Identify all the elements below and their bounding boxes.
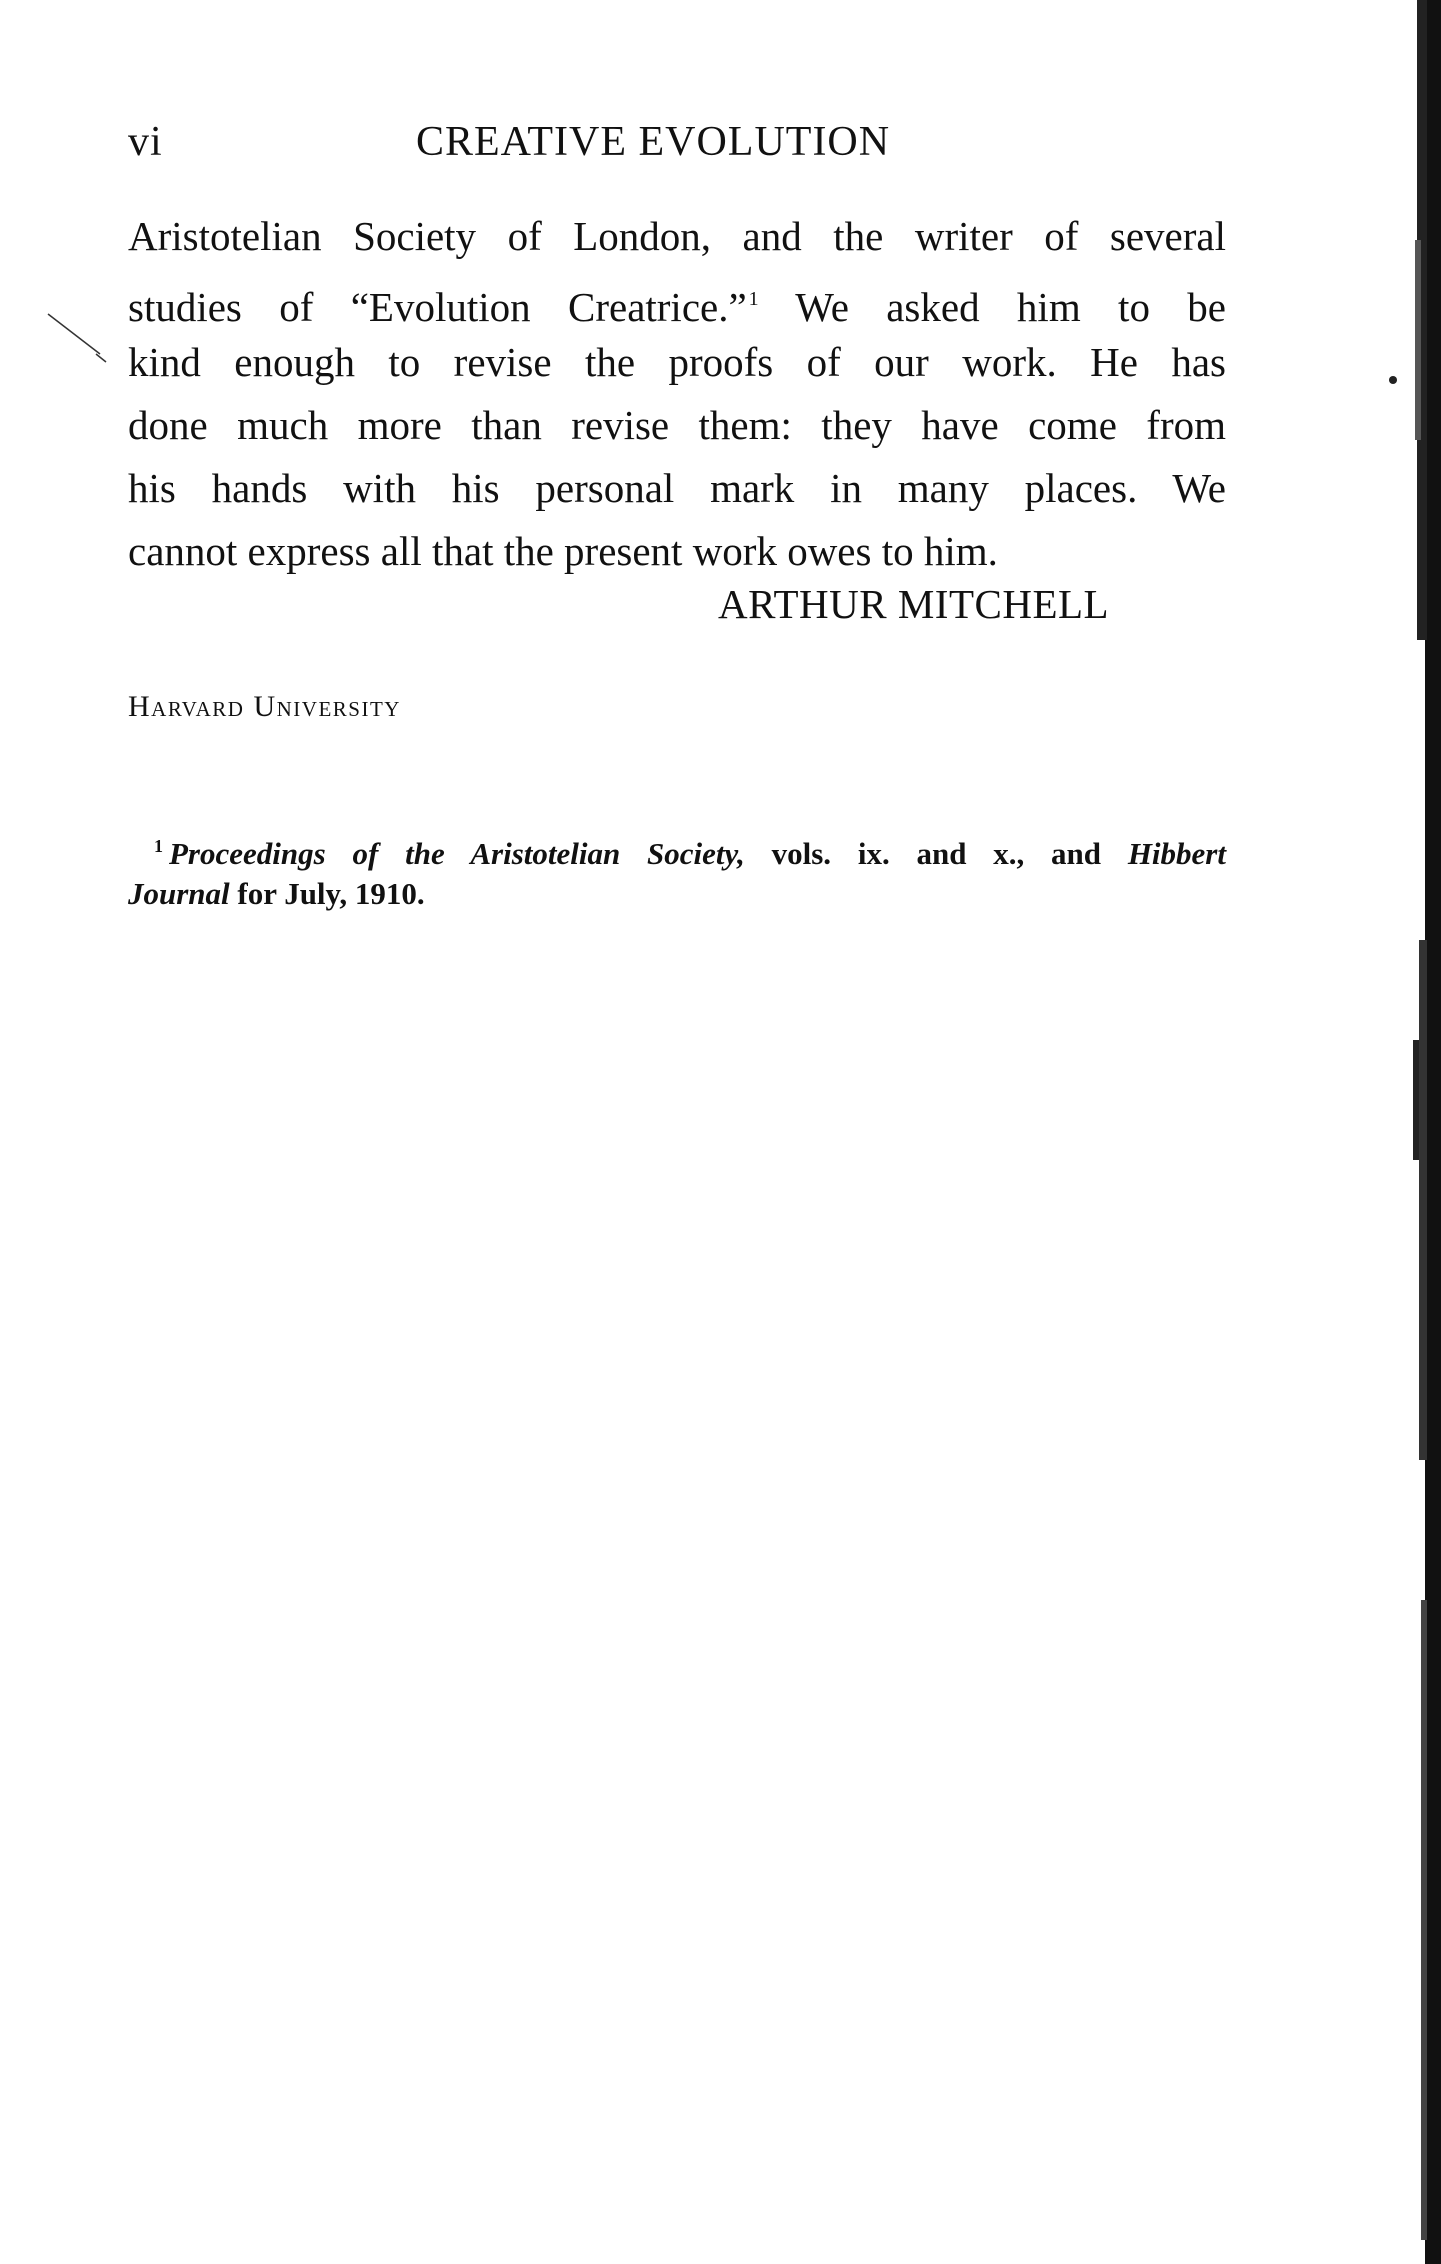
body-line: cannot express all that the present work owes to him. xyxy=(128,528,998,574)
running-head xyxy=(128,118,1228,168)
footnote-title: Hibbert xyxy=(1127,836,1226,871)
footnote-title: Journal xyxy=(128,876,230,911)
footnote-line xyxy=(128,826,1226,874)
binding-edge-decoration xyxy=(1381,0,1441,2264)
body-line xyxy=(128,268,1226,331)
footnote-marker: 1 xyxy=(154,836,163,856)
footnote-line xyxy=(128,874,1226,914)
body-line-text: studies of “Evolution Creatrice.” xyxy=(128,284,747,330)
place-line: Harvard University xyxy=(128,690,401,723)
body-line: his hands with his personal mark in many places. We xyxy=(128,465,1226,511)
body-line: done much more than revise them: they have come from xyxy=(128,402,1226,448)
footnote xyxy=(128,826,1226,914)
signature: ARTHUR MITCHELL xyxy=(718,581,1110,627)
body-line: kind enough to revise the proofs of our work. He has xyxy=(128,339,1226,385)
footnote-text: vols. ix. and x., and xyxy=(744,836,1128,871)
footnote-text: for July, 1910. xyxy=(229,876,425,911)
pencil-mark-decoration xyxy=(44,310,114,370)
footnote-title: Proceedings of the Aristotelian Society, xyxy=(169,836,745,871)
body-paragraph xyxy=(128,205,1226,583)
page-number: vi xyxy=(128,119,163,165)
body-line: Aristotelian Society of London, and the writer of several xyxy=(128,213,1226,259)
footnote-reference: 1 xyxy=(748,288,759,310)
body-line-text: We asked him to be xyxy=(795,284,1226,330)
running-title: CREATIVE EVOLUTION xyxy=(416,119,891,165)
